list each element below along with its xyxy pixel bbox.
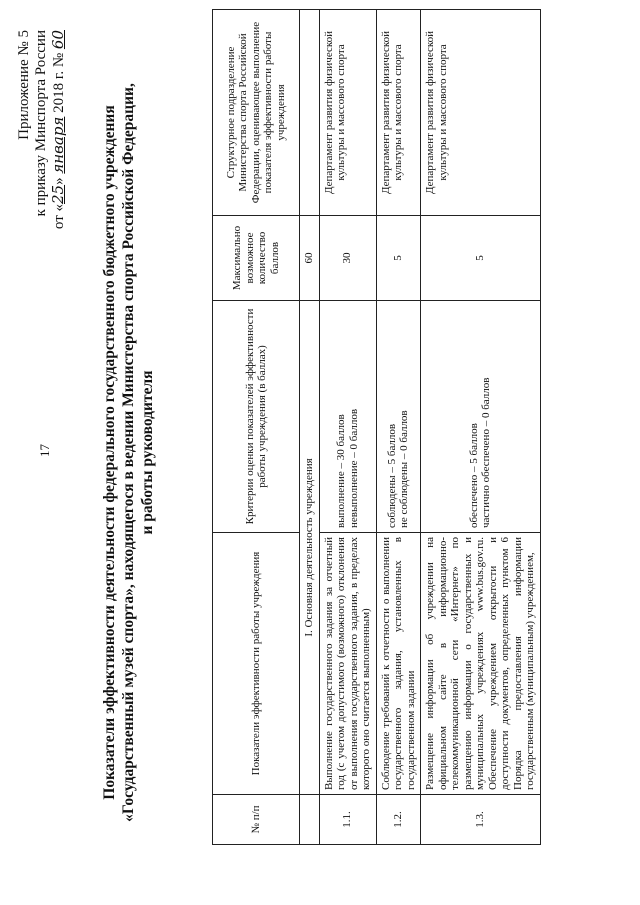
date-prefix: от «: [51, 204, 67, 230]
section-empty-cell: [300, 795, 320, 845]
section-max-points: 60: [300, 216, 320, 301]
row-max-points: 5: [376, 216, 421, 301]
header-criteria: Критерии оценки показателей эффективности работы учреждения (в баллах): [213, 301, 300, 533]
order-number-handwritten: 60: [49, 30, 67, 50]
row-max-points: 30: [319, 216, 376, 301]
row-number: 1.1.: [319, 795, 376, 845]
row-max-points: 5: [421, 216, 541, 301]
indicators-table: [212, 9, 541, 845]
header-indicator: Показатели эффективности работы учреждения: [213, 533, 300, 795]
section-empty-dept: [300, 10, 320, 216]
appendix-title: Приложение № 5: [16, 30, 32, 140]
criteria-positive: обеспечено – 5 баллов: [467, 423, 480, 528]
title-line-2: «Государственный музей спорта», находящегося в ведении Министерства спорта Российской Федерации,: [120, 83, 137, 822]
table-row: [319, 10, 376, 845]
header-department: Структурное подразделение Министерства спорта Российской Федерации, оценивающее выполнение показателя эффективности работы учреждения: [213, 10, 300, 216]
row-department: Департамент развития физической культуры и массового спорта: [376, 10, 421, 216]
criteria-positive: выполнение – 30 баллов: [335, 414, 347, 528]
criteria-negative: невыполнение – 0 баллов: [347, 408, 360, 528]
row-indicator: Размещение информации об учреждении на официальном сайте в информационно-телекоммуникационной сети «Интернет» по размещению информации о государственных и муниципальных учреждениях www.bus.gov.ru. Обеспечение учреждением открытости и доступности документов, определенных пунктом 6 Порядка предоставления информации государственным (муниципальным) учреждением,: [421, 533, 541, 795]
date-year: 2018 г. №: [51, 52, 67, 113]
header-number: № п/п: [213, 795, 300, 845]
criteria-negative: частично обеспечено – 0 баллов: [480, 377, 493, 528]
table-row: [421, 10, 541, 845]
appendix-order-ref: к приказу Минспорта России: [33, 30, 49, 217]
row-criteria: [376, 301, 421, 533]
row-number: 1.2.: [376, 795, 421, 845]
row-indicator: Выполнение государственного задания за отчетный год (с учетом допустимого (возможного) отклонения от выполнения государственного задания, в пределах которого оно считается выполненным): [319, 533, 376, 795]
appendix-block: [16, 30, 68, 229]
document-title: [100, 0, 157, 905]
title-line-1: Показатели эффективности деятельности федерального государственного бюджетного учреждения: [101, 105, 118, 800]
section-row: [300, 10, 320, 845]
row-criteria: [421, 301, 541, 533]
row-criteria: [319, 301, 376, 533]
date-month-handwritten: января: [49, 116, 67, 174]
row-indicator: Соблюдение требований к отчетности о выполнении государственного задания, установленных в государственном задании: [376, 533, 421, 795]
criteria-negative: не соблюдены – 0 баллов: [398, 410, 411, 528]
date-day-handwritten: 25: [49, 184, 67, 204]
header-max-points: Максимально возможное количество баллов: [213, 216, 300, 301]
date-mid: »: [51, 177, 67, 185]
title-line-3: и работы руководителя: [139, 370, 156, 535]
row-department: Департамент развития физической культуры и массового спорта: [421, 10, 541, 216]
table-row: [376, 10, 421, 845]
row-number: 1.3.: [421, 795, 541, 845]
appendix-date-line: [50, 30, 68, 229]
criteria-positive: соблюдены – 5 баллов: [385, 423, 398, 528]
section-title: I. Основная деятельность учреждения: [300, 301, 320, 795]
row-department: Департамент развития физической культуры и массового спорта: [319, 10, 376, 216]
table-header-row: [213, 10, 300, 845]
page-number: 17: [37, 444, 52, 457]
